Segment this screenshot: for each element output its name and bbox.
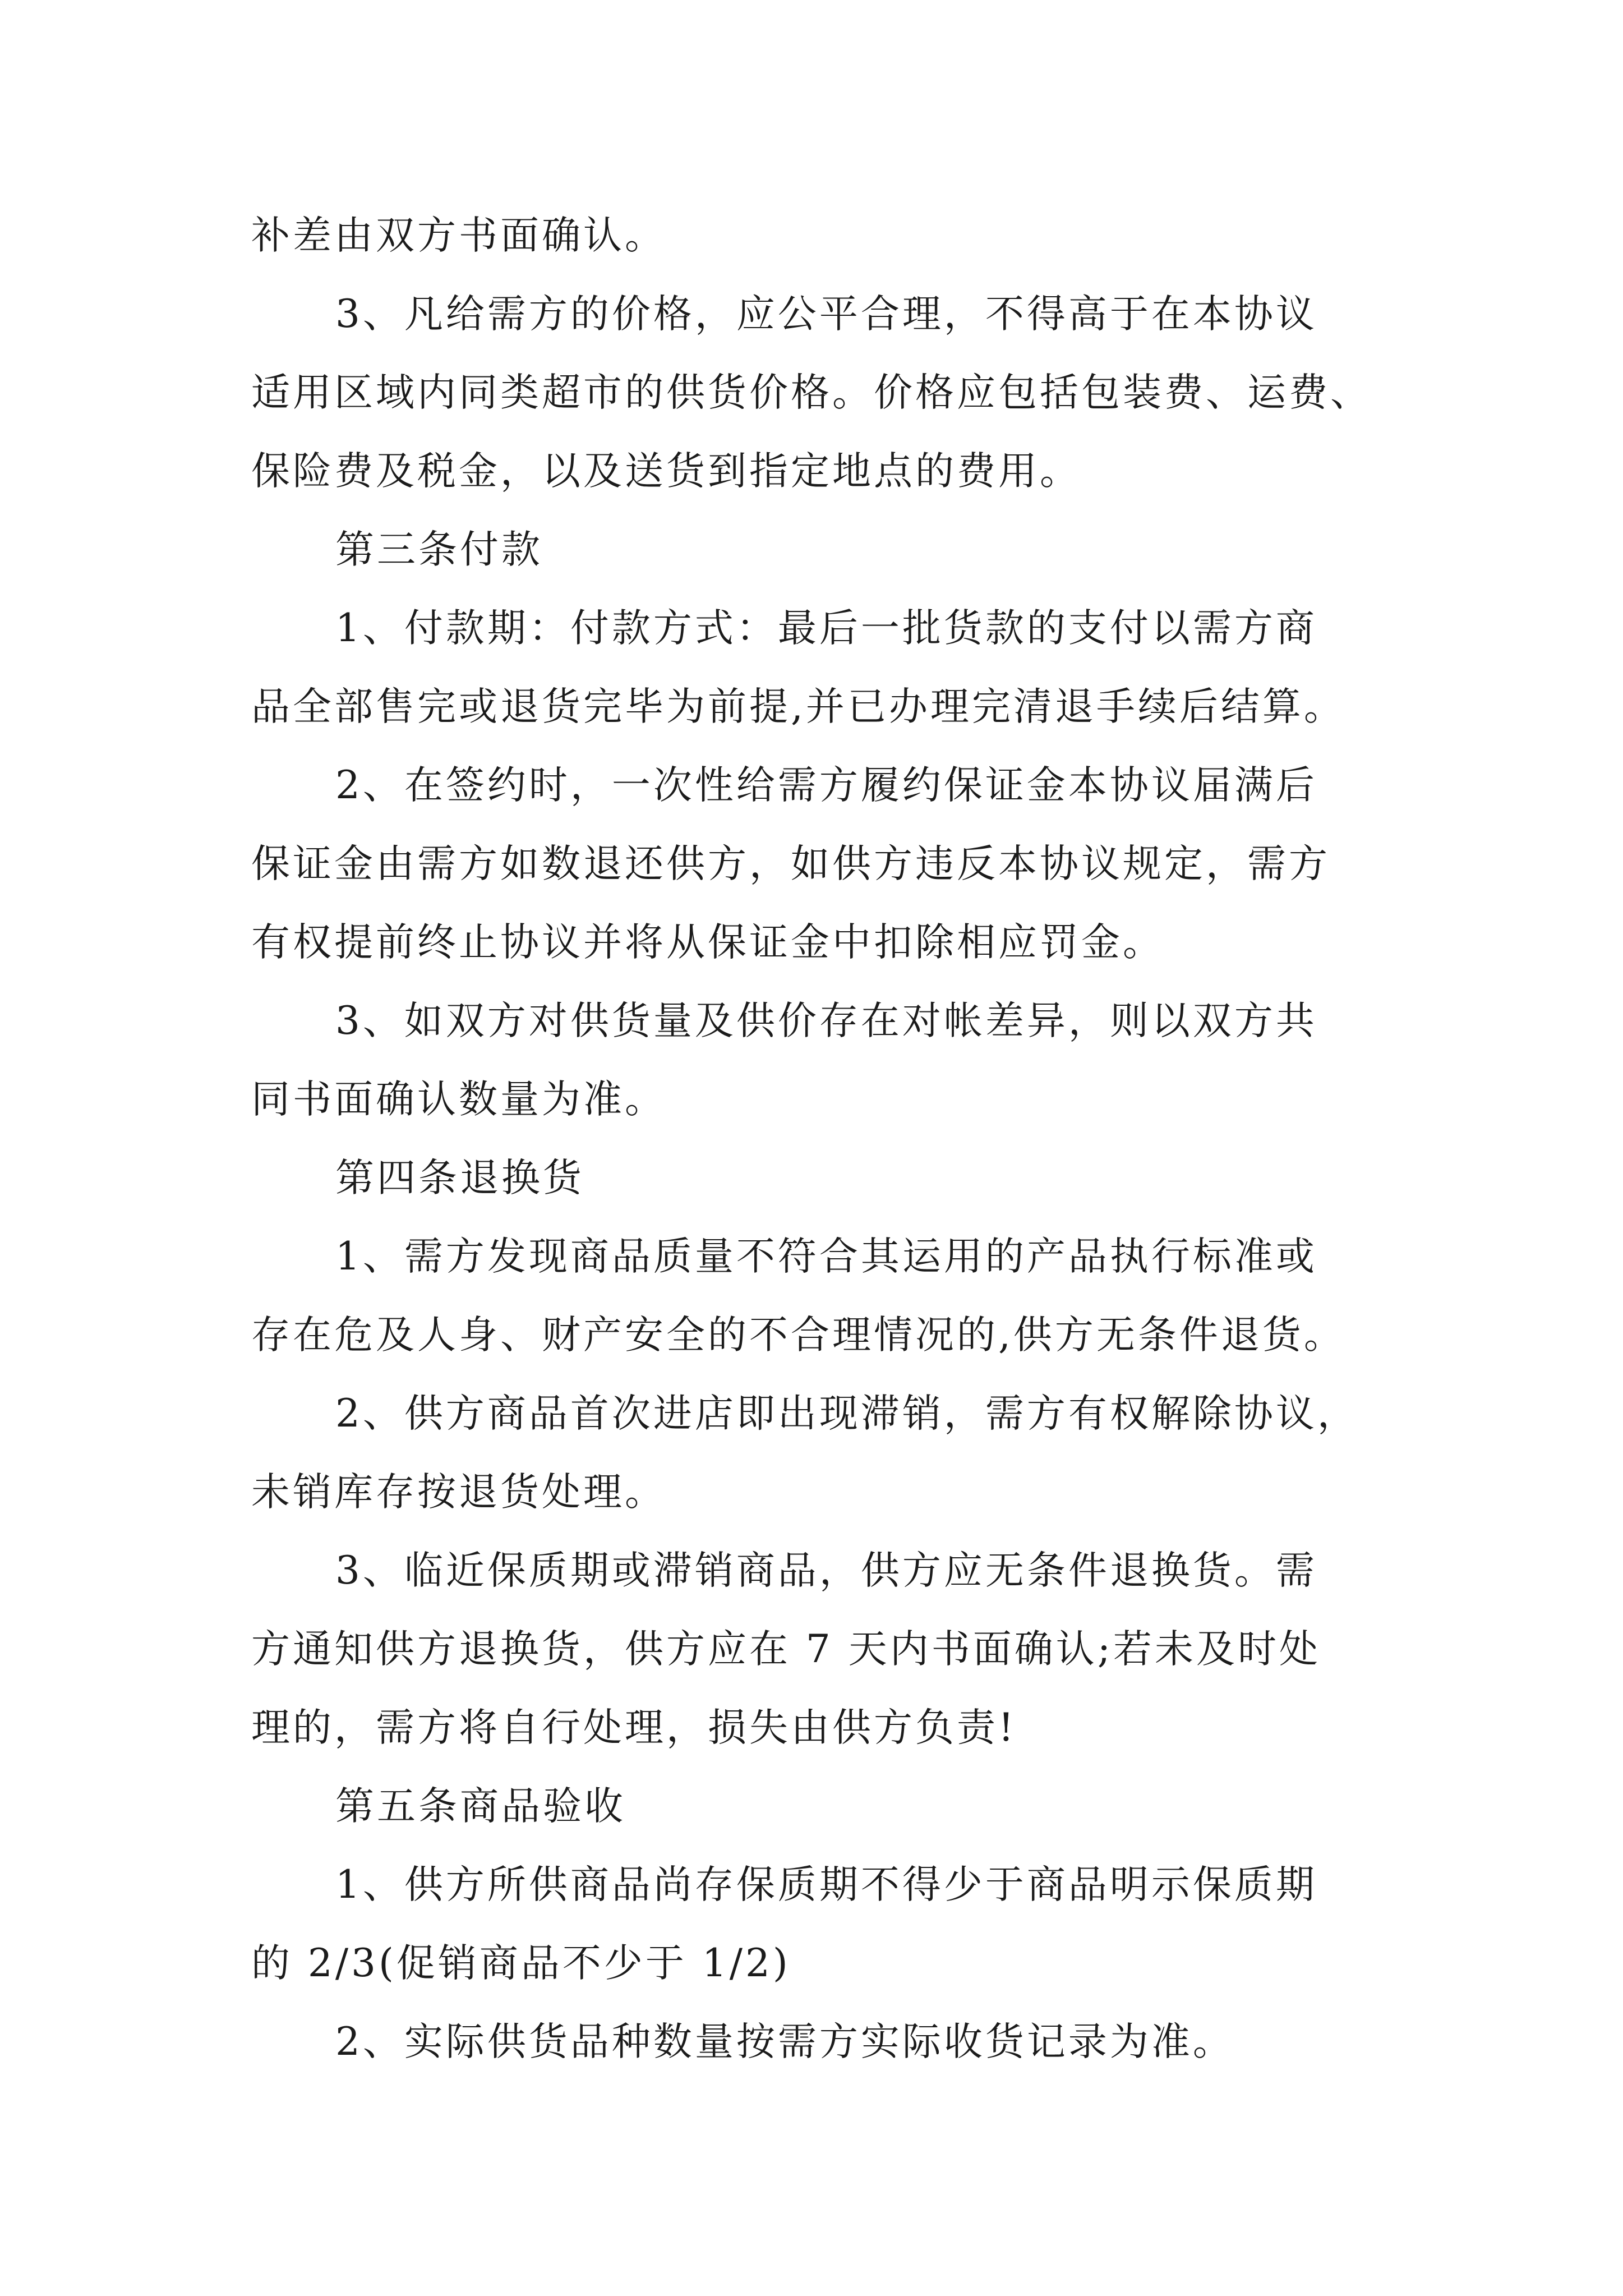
text-line: 1、供方所供商品尚存保质期不得少于商品明示保质期: [335, 1862, 1317, 1907]
text-line: 3、如双方对供货量及供价存在对帐差异，则以双方共: [335, 999, 1317, 1043]
text-line: 未销库存按退货处理。: [251, 1470, 666, 1515]
text-line: 适用区域内同类超市的供货价格。价格应包括包装费、运费、: [251, 370, 1372, 415]
text-line: 同书面确认数量为准。: [251, 1077, 666, 1122]
text-line: 方通知供方退换货，供方应在 7 天内书面确认;若未及时处: [251, 1627, 1321, 1672]
text-line: 3、凡给需方的价格，应公平合理，不得高于在本协议: [335, 292, 1317, 337]
text-line: 的 2/3(促销商品不少于 1/2): [251, 1941, 791, 1986]
text-line: 2、供方商品首次进店即出现滞销，需方有权解除协议，: [335, 1391, 1359, 1436]
text-line: 补差由双方书面确认。: [251, 213, 666, 258]
text-line: 品全部售完或退货完毕为前提,并已办理完清退手续后结算。: [251, 684, 1345, 729]
section-heading: 第三条付款: [335, 527, 543, 572]
text-line: 1、付款期：付款方式：最后一批货款的支付以需方商: [335, 606, 1317, 651]
text-line: 保险费及税金，以及送货到指定地点的费用。: [251, 449, 1081, 494]
text-line: 1、需方发现商品质量不符合其运用的产品执行标准或: [335, 1234, 1317, 1279]
text-line: 有权提前终止协议并将从保证金中扣除相应罚金。: [251, 920, 1164, 965]
text-line: 3、临近保质期或滞销商品，供方应无条件退换货。需: [335, 1548, 1317, 1593]
section-heading: 第五条商品验收: [335, 1784, 626, 1829]
text-line: 2、实际供货品种数量按需方实际收货记录为准。: [335, 2019, 1234, 2064]
text-line: 理的，需方将自行处理，损失由供方负责!: [251, 1705, 1017, 1750]
text-line: 保证金由需方如数退还供方，如供方违反本协议规定，需方: [251, 841, 1330, 886]
text-line: 存在危及人身、财产安全的不合理情况的,供方无条件退货。: [251, 1313, 1345, 1358]
text-line: 2、在签约时，一次性给需方履约保证金本协议届满后: [335, 763, 1317, 808]
section-heading: 第四条退换货: [335, 1156, 584, 1200]
